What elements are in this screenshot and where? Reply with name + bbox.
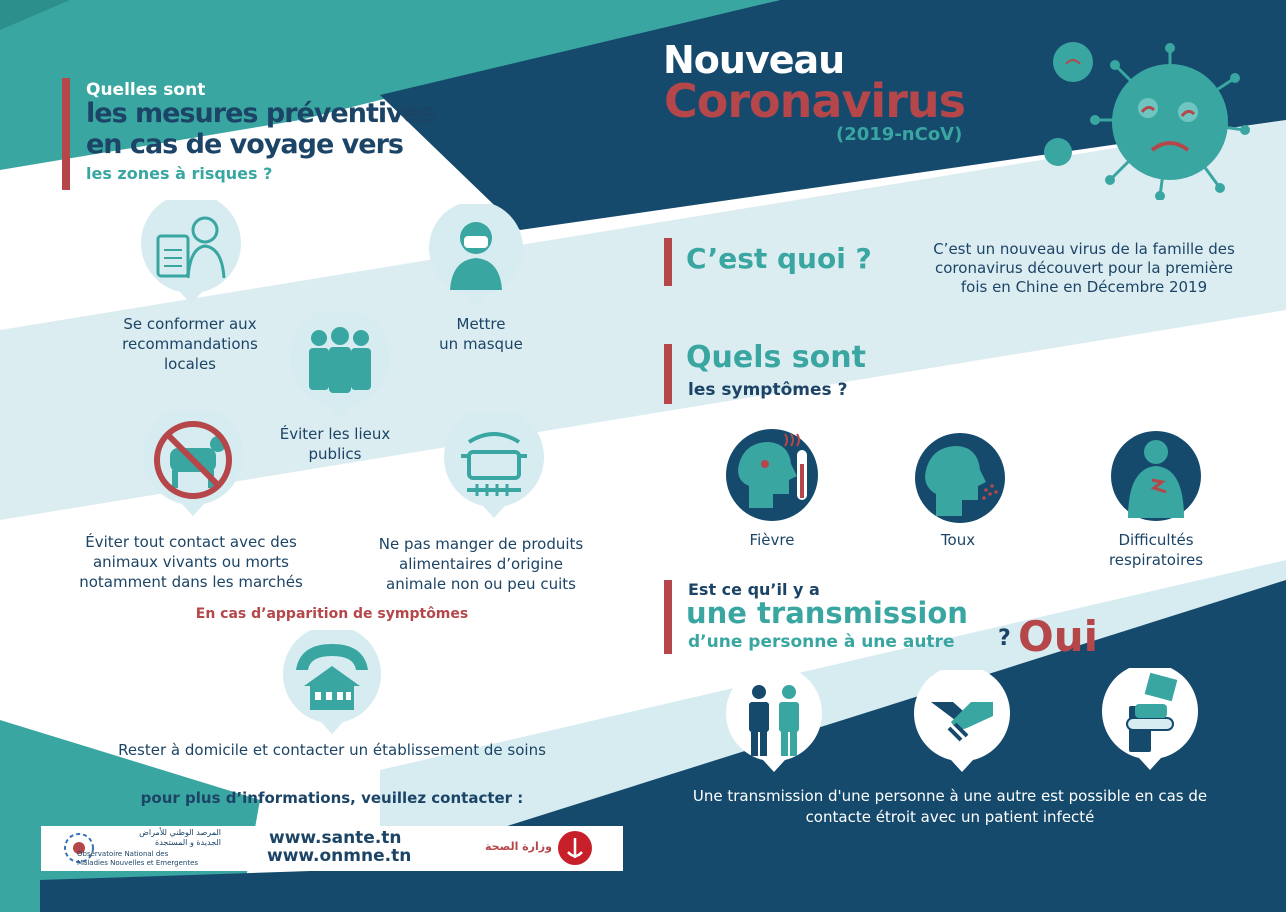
handshake-icon	[913, 670, 1011, 774]
prevention-heading-bar	[62, 78, 70, 190]
fever-label: Fièvre	[749, 531, 795, 549]
what-text-line1: C’est un nouveau virus de la famille des	[933, 240, 1235, 258]
two-people-icon	[725, 670, 823, 774]
transmission-q3: d’une personne à une autre	[688, 632, 955, 652]
symptoms-heading-big: Quels sont	[686, 340, 866, 375]
what-text	[924, 240, 1244, 297]
onmne-arabic-2: الجديدة و المستجدة	[155, 838, 221, 847]
item3-label-line1: Éviter les lieux	[279, 425, 391, 443]
transmission-text-line2: contacte étroit avec un patient infecté	[805, 808, 1095, 826]
home-phone-icon	[282, 630, 382, 736]
item4-label-line1: Éviter tout contact avec des	[85, 533, 297, 551]
ministry-arabic: وزارة الصحة	[485, 840, 552, 853]
transmission-text-line1: Une transmission d'une personne à une autre est possible en cas de	[692, 787, 1208, 805]
url-sante[interactable]: www.sante.tn	[269, 828, 402, 848]
symptoms-appearance-heading: En cas d’apparition de symptômes	[195, 606, 469, 622]
title-line2: Coronavirus	[664, 74, 966, 128]
item3-label	[250, 424, 420, 464]
item1-label-line2: recommandations	[122, 335, 258, 353]
transmission-qmark: ?	[998, 626, 1011, 651]
item4-label-line3: notamment dans les marchés	[79, 573, 303, 591]
item5-label-line2: alimentaires d’origine	[399, 555, 563, 573]
no-animal-icon	[142, 410, 244, 518]
doctor-clipboard-icon	[140, 200, 242, 306]
fever-icon	[725, 428, 819, 522]
item1-label	[90, 314, 290, 374]
transmission-text	[660, 786, 1240, 828]
title-line1: Nouveau	[663, 38, 845, 82]
item2-label-line1: Mettre	[456, 315, 506, 333]
lungs-icon	[1110, 430, 1202, 522]
transmission-q2: une transmission	[686, 596, 968, 630]
onmne-fr-1: Observatoire National des	[77, 850, 169, 858]
what-text-line3: fois en Chine en Décembre 2019	[960, 278, 1208, 296]
symptoms-heading-bar	[664, 344, 672, 404]
lungs-label-line1: Difficultés	[1118, 531, 1194, 549]
item4-label-line2: animaux vivants ou morts	[92, 553, 289, 571]
title-code: (2019-nCoV)	[836, 124, 963, 145]
door-handle-icon	[1101, 668, 1199, 772]
footer-logo-strip	[41, 826, 623, 871]
lungs-label-line2: respiratoires	[1108, 551, 1204, 569]
transmission-heading-bar	[664, 580, 672, 654]
virus-illustration	[1030, 40, 1250, 200]
prevention-heading-sub: les zones à risques ?	[86, 164, 273, 183]
url-onmne[interactable]: www.onmne.tn	[267, 846, 412, 866]
item4-label	[56, 532, 326, 592]
item1-label-line3: locales	[164, 355, 216, 373]
item5-label-line3: animale non ou peu cuits	[386, 575, 576, 593]
item5-label	[350, 534, 612, 594]
what-heading: C’est quoi ?	[686, 242, 872, 275]
contact-heading: pour plus d’informations, veuillez contacter :	[140, 789, 524, 807]
transmission-q1: Est ce qu’il y a	[688, 580, 820, 599]
home-label: Rester à domicile et contacter un établissement de soins	[118, 741, 546, 759]
lungs-label	[1086, 530, 1226, 570]
symptoms-heading-small: les symptômes ?	[688, 380, 848, 400]
prevention-heading-line1: les mesures préventives	[86, 98, 436, 129]
cough-icon	[914, 432, 1006, 524]
what-text-line2: coronavirus découvert pour la première	[935, 259, 1233, 277]
item5-label-line1: Ne pas manger de produits	[378, 535, 584, 553]
what-heading-bar	[664, 238, 672, 286]
ministry-logo-icon	[557, 830, 593, 866]
item1-label-line1: Se conformer aux	[123, 315, 257, 333]
crowd-icon	[289, 312, 391, 420]
item3-label-line2: publics	[308, 445, 362, 463]
transmission-answer: Oui	[1018, 612, 1099, 661]
cooking-pot-icon	[443, 412, 545, 520]
onmne-arabic-1: المرصد الوطني للأمراض	[139, 828, 221, 837]
item2-label	[396, 314, 566, 354]
prevention-heading-small: Quelles sont	[86, 80, 206, 100]
onmne-fr-2: Maladies Nouvelles et Emergentes	[77, 859, 199, 867]
item2-label-line2: un masque	[439, 335, 523, 353]
mask-person-icon	[428, 204, 524, 308]
cough-label: Toux	[940, 531, 976, 549]
prevention-heading-line2: en cas de voyage vers	[86, 129, 403, 160]
